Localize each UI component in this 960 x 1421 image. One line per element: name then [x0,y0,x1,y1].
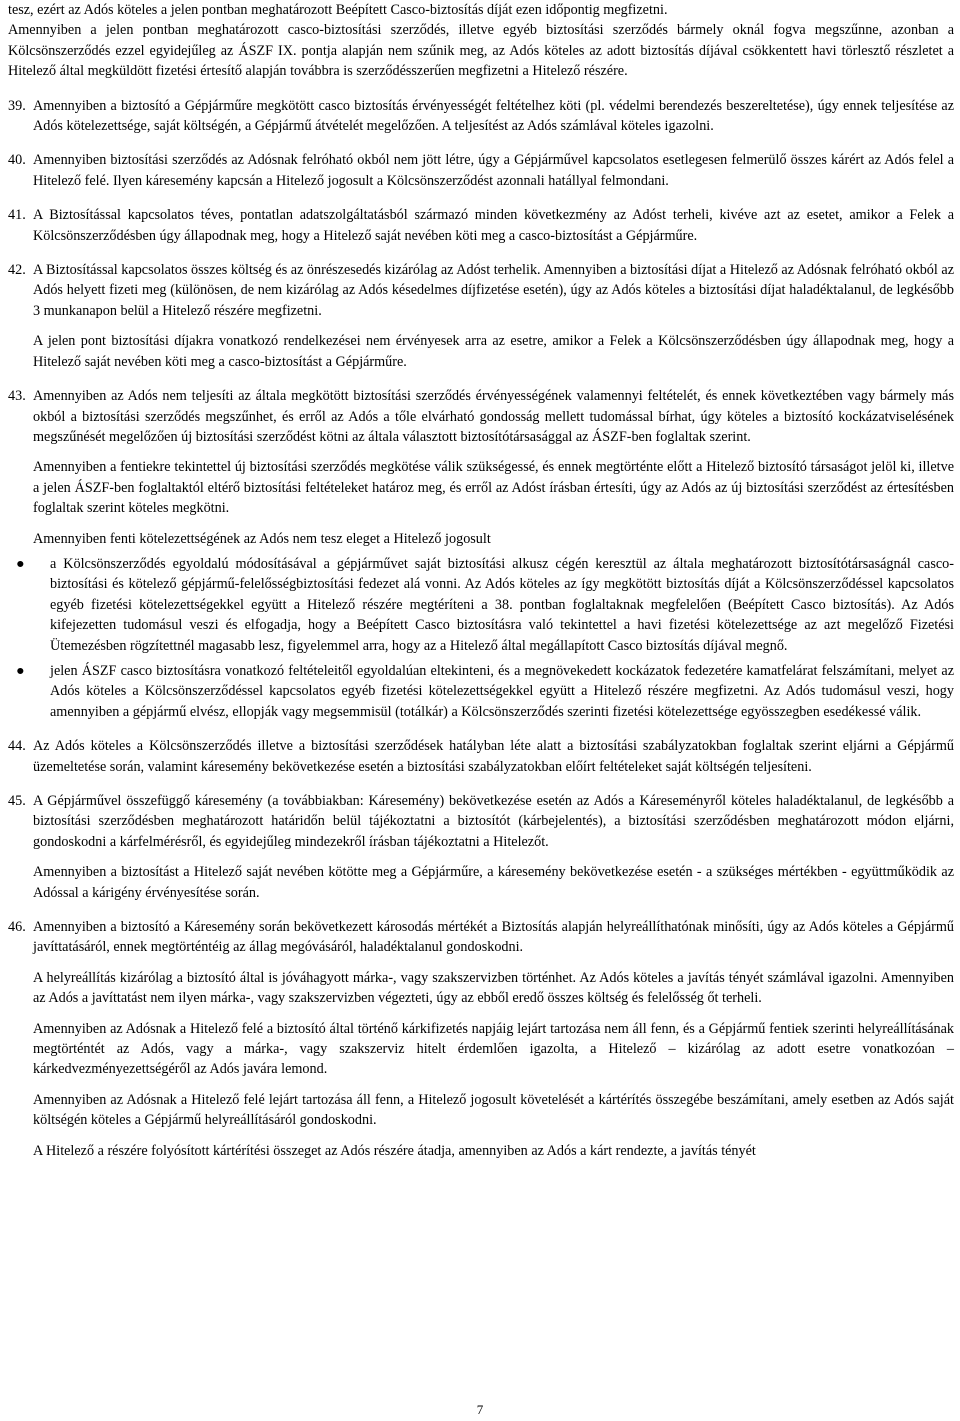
section-number: 44. [8,738,26,755]
section-paragraph: A jelen pont biztosítási díjakra vonatkozó rendelkezései nem érvényesek arra az esetre, amikor a Felek a Kölcsönszerződésben úgy állapodnak meg, hogy a Hitelező saját nevében köti meg a casco-biztosítást a Gépjárműre. [33,333,954,370]
section-paragraph: Amennyiben az Adósnak a Hitelező felé a biztosító által történő kárkifizetés napjáig lejárt tartozása nem áll fenn, és a Gépjármű fentiek szerinti helyreállításának megtörténtét az Adós, vagy a márka-, vagy szakszerviz hitelt érdemlően igazolta, a Hitelező – kizárólag az adott esetre vonatkozóan – kárkedvezményezettségéről az Adós javára lemond. [33,1020,954,1078]
section-41 [8,205,954,246]
list-item [8,554,954,656]
page-number: 7 [476,1402,484,1417]
section-paragraph: A Biztosítással kapcsolatos téves, pontatlan adatszolgáltatásból származó minden következmény az Adóst terheli, kivéve azt az esetet, amikor a Felek a Kölcsönszerződésben úgy állapodnak meg, hogy a Hitelező saját nevében köti meg a casco-biztosítást a Gépjárműre. [33,207,954,244]
bullet-icon: ● [16,662,25,679]
section-paragraph: A Hitelező a részére folyósított kártérítési összeget az Adós részére átadja, amennyiben az Adós a kárt rendezte, a javítás tényét [33,1142,756,1159]
section-number: 46. [8,919,26,936]
section-40 [8,150,954,191]
section-39 [8,96,954,137]
section-paragraph: Amennyiben a biztosítást a Hitelező saját nevében kötötte meg a Gépjárműre, a káresemény bekövetkezése esetén - a szükséges mértékben - együttműködik az Adóssal a kárigény érvényesítése során. [33,864,954,901]
section-paragraph: A Gépjárművel összefüggő káresemény (a továbbiakban: Káresemény) bekövetkezése esetén az Adós a Káreseményről köteles haladéktalanul, de legkésőbb a biztosítási szerződésben meghatározott határidőn belül tájékoztatni a biztosítót (kárbejelentés), a biztosítási szerződésben meghatározott módon eljárni, gondoskodni a kárfelmérésről, és egyidejűleg mindezekről írásban tájékoztatni a Hitelezőt. [33,793,954,850]
section-paragraph: A Biztosítással kapcsolatos összes költség és az önrészesedés kizárólag az Adóst terhelik. Amennyiben a biztosítási díjat a Hitelező az Adósnak felróható okból az Adós helyett fizeti meg (különösen, de nem kizárólag az Adós késedelmes díjfizetése esetén), úgy az Adós köteles a biztosítási díjat haladéktalanul, de legkésőbb 3 munkanapon belül a Hitelező részére megfizetni. [33,262,954,319]
section-number: 41. [8,207,26,224]
section-number: 39. [8,97,26,114]
section-number: 43. [8,388,26,405]
section-46 [8,917,954,1161]
section-42 [8,260,954,372]
section-43 [8,386,954,549]
intro-paragraph: Amennyiben a jelen pontban meghatározott casco-biztosítási szerződés, illetve egyéb biztosítási szerződés bármely oknál fogva megszűnne, azonban a Kölcsönszerződés ezzel egyidejűleg az ÁSZF IX. pontja alapján nem szűnik meg, az Adós köteles az adott biztosítás díjával csökkentett havi törlesztő részletet a Hitelező által megküldött fizetési értesítő alapján továbbra is szerződésszerűen megfizetni a Hitelező részére. [8,22,954,80]
bullet-icon: ● [16,555,25,572]
section-paragraph: Amennyiben fenti kötelezettségének az Adós nem tesz eleget a Hitelező jogosult [33,530,491,547]
bullet-list [8,554,954,722]
section-number: 45. [8,793,26,809]
list-item [8,661,954,722]
section-paragraph: Az Adós köteles a Kölcsönszerződés illetve a biztosítási szerződések hatályban léte alatt a biztosítási szabályzatokban foglaltak szerint eljárni a Gépjármű üzemeltetése során, valamint káresemény bekövetkezése esetén a biztosítási szabályzatokban előírt feltételeket saját költségén teljesíteni. [33,738,954,775]
section-paragraph: A helyreállítás kizárólag a biztosító által is jóváhagyott márka-, vagy szakszervizben történhet. Az Adós köteles a javítás tényét számlával igazolni. Amennyiben az Adós a javíttatást nem ilyen márka-, vagy szakszervizben végezteti, úgy az ebből eredő összes költség és felelősség őt terheli. [33,969,954,1007]
section-45 [8,791,954,903]
list-item-text: jelen ÁSZF casco biztosításra vonatkozó feltételeitől egyoldalúan eltekinteni, és a megnövekedett kockázatok fedezetére kamatfelárat felszámítani, melyet az Adós köteles a Kölcsönszerződéssel kapcsolatos egyéb fizetési kötelezettségekkel együtt a Hitelező részére megfizetni. Az Adós tudomásul veszi, hogy amennyiben a gépjármű elvész, ellopják vagy megsemmisül (totálkár) a Kölcsönszerződés szerinti fizetési kötelezettsége egyösszegben esedékessé válik. [50,662,954,720]
section-paragraph: Amennyiben a biztosító a Gépjárműre megkötött casco biztosítás érvényességét feltételhez köti (pl. védelmi berendezés beszereltetése), úgy ennek teljesítése az Adós kötelezettsége, saját költségén, a Gépjármű átvételét megelőzően. A teljesítést az Adós számlával köteles igazolni. [33,97,954,135]
document-page [8,0,954,1161]
list-item-text: a Kölcsönszerződés egyoldalú módosításával a gépjárművet saját biztosítási alkusz cégén keresztül az általa meghatározott biztosítótársaságnál casco-biztosítási és kötelező gépjármű-felelősségbiztosítási fedezet alá vonni. Az Adós köteles az így megkötött biztosítás díját a Kölcsönszerződéssel kapcsolatos egyéb fizetési kötelezettségekkel együtt a Hitelező részére megtéríteni a 38. pontban foglaltaknak megfelelően (Beépített Casco biztosítás). Az Adós kifejezetten tudomásul veszi és elfogadja, hogy a Beépített Casco biztosításra való tekintettel a havi fizetési kötelezettsége az azt megelőző Fizetési Ütemezésben rögzítettnél magasabb lesz, figyelemmel arra, hogy az a Hitelező által megállapított Casco biztosítás díjával megnő. [50,555,954,654]
section-paragraph: Amennyiben a fentiekre tekintettel új biztosítási szerződés megkötése válik szükségessé, és ennek megtörténte előtt a Hitelező biztosító társaságot jelöl ki, illetve a jelen ÁSZF-ben foglaltaktól eltérő biztosítási feltételeket határoz meg, és erről az Adóst írásban értesíti, úgy az Adós az új biztosítási szerződést az értesítésben foglaltak szerint köteles megkötni. [33,459,954,517]
section-number: 42. [8,262,26,279]
section-44 [8,736,954,777]
intro-paragraph: tesz, ezért az Adós köteles a jelen pontban meghatározott Beépített Casco-biztosítás díját ezen időpontig megfizetni. [8,2,668,18]
section-number: 40. [8,152,26,169]
section-paragraph: Amennyiben a biztosító a Káresemény során bekövetkezett károsodás mértékét a Biztosítás alapján helyreállíthatónak minősíti, úgy az Adós köteles a Gépjármű javíttatásáról, ennek megtörténtéig az állag megóvásáról, haladéktalanul gondoskodni. [33,919,954,956]
section-paragraph: Amennyiben az Adósnak a Hitelező felé lejárt tartozása áll fenn, a Hitelező jogosult követelését a kártérítés összegébe beszámítani, amely esetben az Adós saját költségén köteles a Gépjármű helyreállításáról gondoskodni. [33,1091,954,1129]
section-paragraph: Amennyiben biztosítási szerződés az Adósnak felróható okból nem jött létre, úgy a Gépjárművel kapcsolatos esetlegesen felmerülő összes kárért az Adós felel a Hitelező felé. Ilyen káresemény kapcsán a Hitelező jogosult a Kölcsönszerződést azonnali hatállyal felmondani. [33,152,954,189]
section-paragraph: Amennyiben az Adós nem teljesíti az általa megkötött biztosítási szerződés érvényességének valamennyi feltételét, és ennek következtében vagy bármely más okból a biztosítási szerződés megszűnhet, és erről az Adós a tőle elvárható gondosság mellett tudomással bírhat, úgy köteles a biztosító kockázatviselésének megszűnését megelőzően új biztosítási szerződést kötni az általa választott biztosítótársasággal az ÁSZF-ben foglaltak szerint. [33,388,954,445]
